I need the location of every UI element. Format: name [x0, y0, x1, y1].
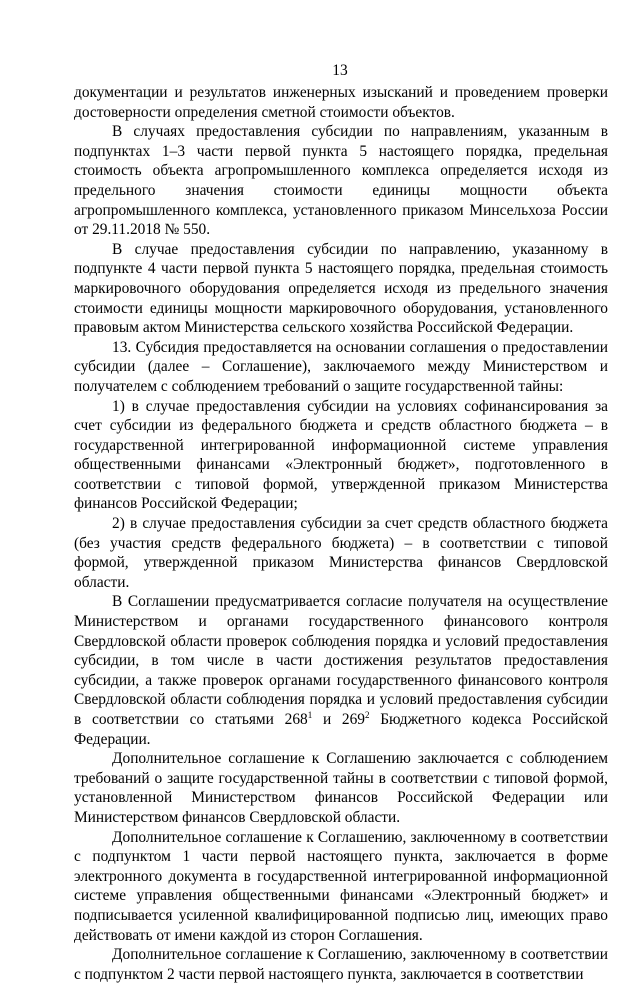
paragraph-agreement-consent [74, 592, 608, 749]
article-268-superscript: 1 [307, 709, 313, 720]
paragraph-additional-agreement: Дополнительное соглашение к Соглашению заключается с соблюдением требований о защите государственной тайны в соответствии с типовой формой, установленной Министерством финансов Российской Федерации или Министерством финансов Свердловской области. [74, 750, 608, 826]
paragraph-subitem-2: 2) в случае предоставления субсидии за счет средств областного бюджета (без участия средств федерального бюджета) – в соответствии с типовой формой, утвержденной приказом Министерства финансов Свердловской области. [74, 515, 608, 591]
document-body [74, 83, 608, 984]
consent-text: В Соглашении предусматривается согласие получателя на осуществление Министерством и органами государственного финансового контроля Свердловской области проверок соблюдения порядка и условий предоставления субсидии, в том числе в части достижения результатов предоставления субсидии, а также проверок органами государственного финансового контроля Свердловской области соблюдения порядка и условий предоставления субсидии в соответствии со статьями 268 [74, 593, 608, 728]
paragraph-continuation: документации и результатов инженерных изысканий и проведением проверки достоверности определения сметной стоимости объектов. [74, 84, 608, 121]
consent-text-end: Бюджетного кодекса Российской Федерации. [74, 711, 608, 748]
paragraph-cost-marking-equipment: В случае предоставления субсидии по направлению, указанному в подпункте 4 части первой пункта 5 настоящего порядка, предельная стоимость маркировочного оборудования определяется исходя из предельного значения стоимости единицы мощности маркировочного оборудования, установленного правовым актом Министерства сельского хозяйства Российской Федерации. [74, 240, 608, 337]
paragraph-cost-objects: В случаях предоставления субсидии по направлениям, указанным в подпунктах 1–3 части первой пункта 5 настоящего порядка, предельная стоимость объекта агропромышленного комплекса определяется исходя из предельного значения стоимости единицы мощности объекта агропромышленного комплекса, установленного приказом Минсельхоза России от 29.11.2018 № 550. [74, 123, 608, 239]
paragraph-item-13: 13. Субсидия предоставляется на основании соглашения о предоставлении субсидии (далее – Соглашение), заключаемого между Министерством и получателем с соблюдением требований о защите государственной тайны: [74, 338, 608, 395]
paragraph-additional-agreement-subitem-1: Дополнительное соглашение к Соглашению, заключенному в соответствии с подпунктом 1 части первой настоящего пункта, заключается в форме электронного документа в государственной интегрированной информационной системе управления общественными финансами «Электронный бюджет» и подписывается усиленной квалифицированной подписью лиц, имеющих право действовать от имени каждой из сторон Соглашения. [74, 828, 608, 944]
paragraph-additional-agreement-subitem-2: Дополнительное соглашение к Соглашению, заключенному в соответствии с подпунктом 2 части первой настоящего пункта, заключается в соответствии [74, 946, 608, 983]
article-269-superscript: 2 [365, 709, 370, 720]
paragraph-subitem-1: 1) в случае предоставления субсидии на условиях софинансирования за счет субсидии из федерального бюджета и средств областного бюджета – в государственной интегрированной информационной системе управления общественными финансами «Электронный бюджет», подготовленного в соответствии с типовой формой, утвержденной приказом Министерства финансов Российской Федерации; [74, 397, 608, 513]
page-number: 13 [332, 62, 348, 79]
consent-text-mid: и 269 [312, 711, 365, 728]
